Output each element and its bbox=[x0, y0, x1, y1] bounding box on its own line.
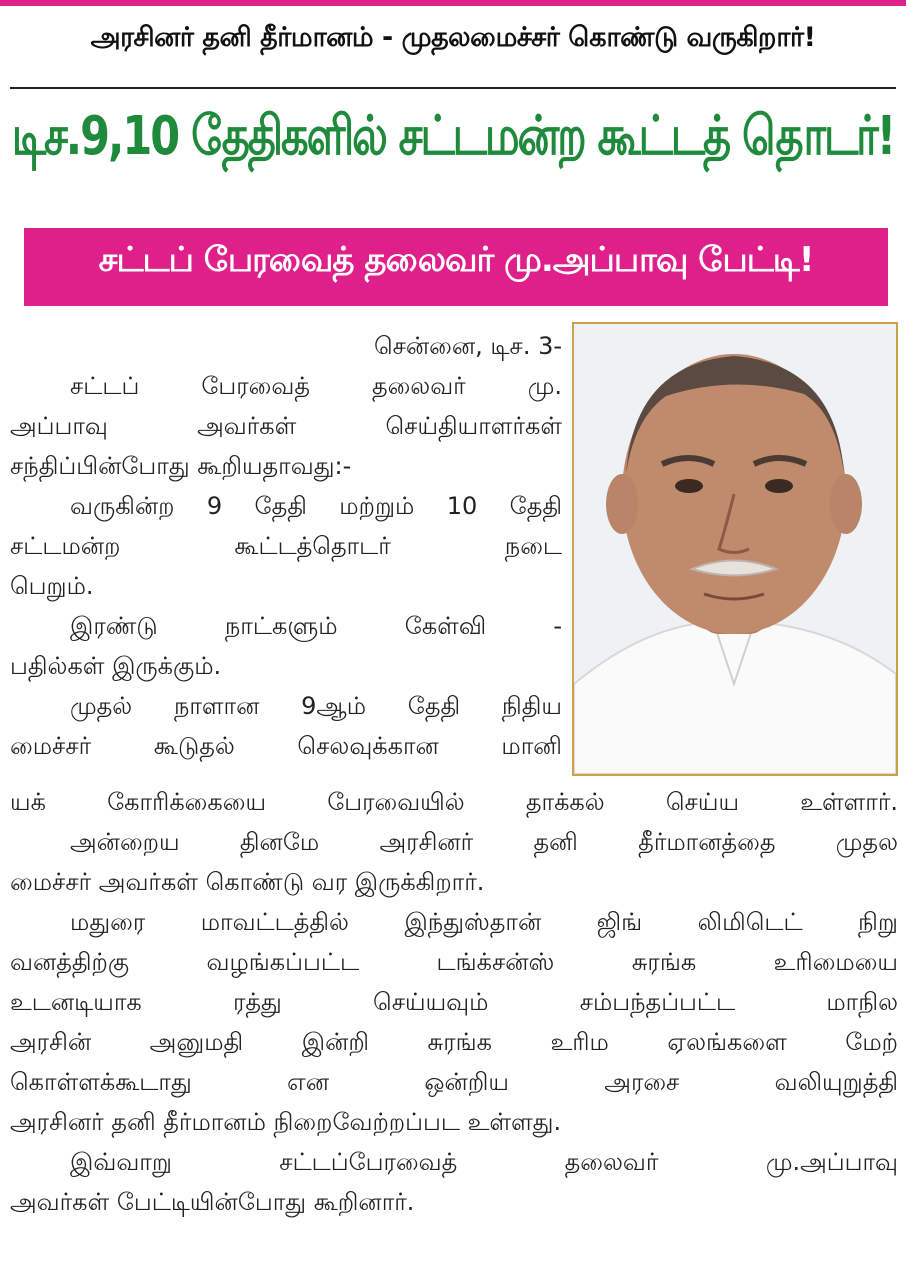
subhead-text: சட்டப் பேரவைத் தலைவர் மு.அப்பாவு பேட்டி! bbox=[98, 240, 814, 280]
article-line: அப்பாவு அவர்கள் செய்தியாளர்கள் bbox=[10, 412, 562, 440]
top-color-rule bbox=[0, 0, 906, 6]
article-line: சந்திப்பின்போது கூறியதாவது:- bbox=[10, 452, 352, 480]
article-line: உடனடியாக ரத்து செய்யவும் சம்பந்தப்பட்ட மாநில bbox=[10, 988, 898, 1016]
article-line: இவ்வாறு சட்டப்பேரவைத் தலைவர் மு.அப்பாவு bbox=[70, 1148, 898, 1176]
article-line: மைச்சர் கூடுதல் செலவுக்கான மானி bbox=[10, 732, 562, 760]
article-line: சட்டமன்ற கூட்டத்தொடர் நடை bbox=[10, 532, 562, 560]
article-line: பதில்கள் இருக்கும். bbox=[10, 652, 222, 680]
article-line: வருகின்ற 9 தேதி மற்றும் 10 தேதி bbox=[70, 492, 562, 520]
article-body-full-width bbox=[10, 782, 898, 1222]
dateline: சென்னை, டிச. 3- bbox=[373, 332, 562, 360]
article-line: அவர்கள் பேட்டியின்போது கூறினார். bbox=[10, 1188, 415, 1216]
kicker-divider bbox=[10, 87, 896, 89]
article-line: சட்டப் பேரவைத் தலைவர் மு. bbox=[70, 372, 562, 400]
article-line: மைச்சர் அவர்கள் கொண்டு வர இருக்கிறார். bbox=[10, 868, 485, 896]
article-line: யக் கோரிக்கையை பேரவையில் தாக்கல் செய்ய உள்ளார். bbox=[10, 788, 898, 816]
article-line: முதல் நாளான 9ஆம் தேதி நிதிய bbox=[70, 692, 562, 720]
speaker-photo bbox=[572, 322, 898, 776]
article-line: அரசினர் தனி தீர்மானம் நிறைவேற்றப்பட உள்ளது. bbox=[10, 1108, 562, 1136]
portrait-illustration bbox=[574, 324, 896, 774]
article-line: மதுரை மாவட்டத்தில் இந்துஸ்தான் ஜிங் லிமிடெட் நிறு bbox=[70, 908, 898, 936]
main-headline: டிச.9,10 தேதிகளில் சட்டமன்ற கூட்டத் தொடர்! bbox=[11, 105, 895, 168]
article-line: கொள்ளக்கூடாது என ஒன்றிய அரசை வலியுறுத்தி bbox=[10, 1068, 898, 1096]
article-body-column bbox=[10, 326, 562, 766]
article-line: அரசின் அனுமதி இன்றி சுரங்க உரிம ஏலங்களை மேற் bbox=[10, 1028, 898, 1056]
article-line: இரண்டு நாட்களும் கேள்வி - bbox=[70, 612, 562, 640]
kicker-headline: அரசினர் தனி தீர்மானம் - முதலமைச்சர் கொண்டு வருகிறார்! bbox=[90, 22, 816, 53]
article-line: அன்றைய தினமே அரசினர் தனி தீர்மானத்தை முதல bbox=[70, 828, 898, 856]
article-line: பெறும். bbox=[10, 572, 94, 600]
article-line: வனத்திற்கு வழங்கப்பட்ட டங்க்சன்ஸ் சுரங்க உரிமையை bbox=[10, 948, 898, 976]
